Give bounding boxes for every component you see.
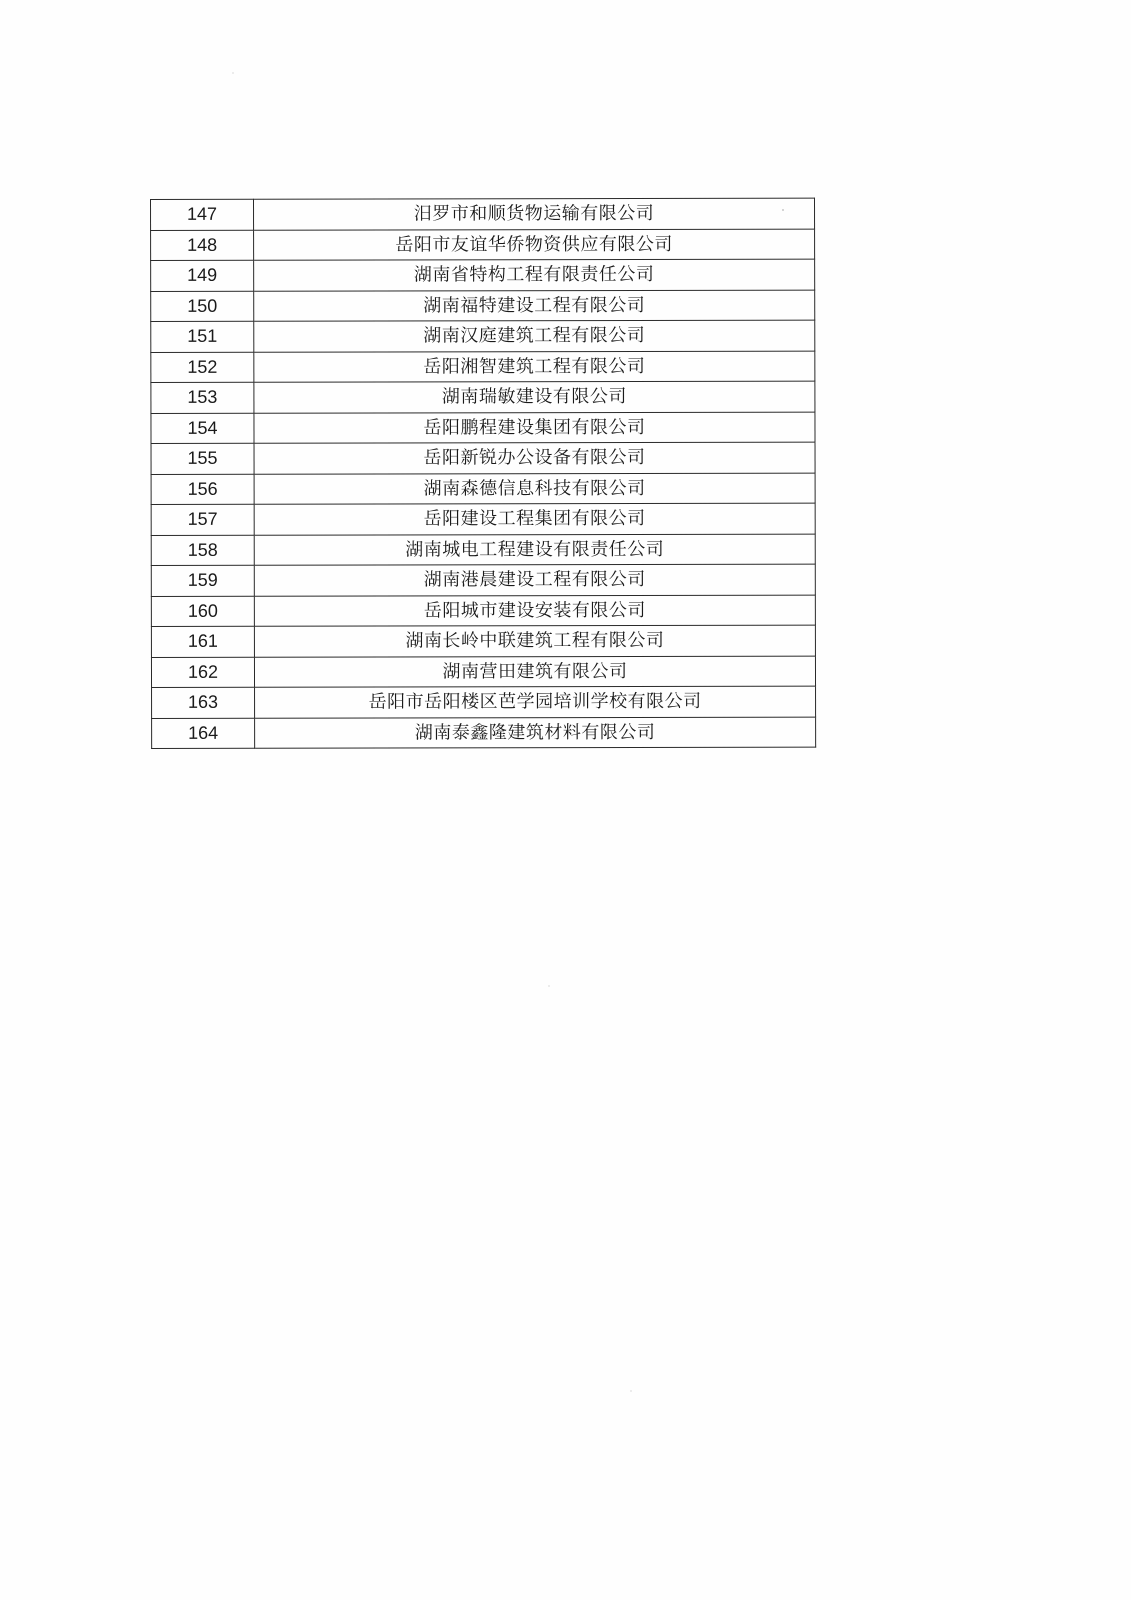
scan-speck (630, 1390, 632, 1392)
table-row (151, 412, 815, 444)
table-row (151, 381, 815, 413)
row-number: 154 (151, 413, 254, 444)
company-name: 湖南森德信息科技有限公司 (254, 473, 815, 505)
table-row (151, 229, 815, 261)
table-row (151, 198, 815, 230)
table-row (151, 259, 815, 291)
company-name: 湖南瑞敏建设有限公司 (254, 381, 815, 413)
row-number: 147 (151, 199, 254, 230)
company-name: 湖南长岭中联建筑工程有限公司 (254, 625, 815, 657)
company-name: 湖南福特建设工程有限公司 (254, 290, 815, 322)
company-name: 岳阳湘智建筑工程有限公司 (254, 351, 815, 383)
table-row (151, 351, 815, 383)
row-number: 162 (151, 657, 254, 688)
company-name: 湖南泰鑫隆建筑材料有限公司 (255, 717, 816, 749)
row-number: 149 (151, 260, 254, 291)
row-number: 163 (152, 687, 255, 718)
company-name: 湖南营田建筑有限公司 (254, 656, 815, 688)
table-row (151, 290, 815, 322)
table-row (151, 564, 815, 596)
company-list-table (150, 198, 816, 749)
company-name: 岳阳新锐办公设备有限公司 (254, 442, 815, 474)
row-number: 161 (151, 626, 254, 657)
row-number: 155 (151, 443, 254, 474)
row-number: 158 (151, 535, 254, 566)
table-row (151, 656, 815, 688)
table-row (151, 534, 815, 566)
table-row (151, 503, 815, 535)
row-number: 157 (151, 504, 254, 535)
company-name: 岳阳城市建设安装有限公司 (254, 595, 815, 627)
company-name: 汨罗市和顺货物运输有限公司 (254, 198, 815, 230)
table-row (152, 686, 816, 718)
company-name: 岳阳鹏程建设集团有限公司 (254, 412, 815, 444)
table-row (151, 625, 815, 657)
row-number: 152 (151, 352, 254, 383)
table-row (151, 473, 815, 505)
scan-speck (232, 72, 234, 74)
row-number: 159 (151, 565, 254, 596)
table-row (151, 442, 815, 474)
row-number: 164 (152, 718, 255, 749)
row-number: 148 (151, 230, 254, 261)
table-row (151, 595, 815, 627)
company-name: 岳阳市岳阳楼区芭学园培训学校有限公司 (255, 686, 816, 718)
company-name: 岳阳市友谊华侨物资供应有限公司 (254, 229, 815, 261)
row-number: 153 (151, 382, 254, 413)
company-name: 湖南省特构工程有限责任公司 (254, 259, 815, 291)
company-name: 湖南港晨建设工程有限公司 (254, 564, 815, 596)
company-name: 湖南汉庭建筑工程有限公司 (254, 320, 815, 352)
table-row (152, 717, 816, 749)
row-number: 151 (151, 321, 254, 352)
row-number: 156 (151, 474, 254, 505)
company-name: 岳阳建设工程集团有限公司 (254, 503, 815, 535)
company-name: 湖南城电工程建设有限责任公司 (254, 534, 815, 566)
table-row (151, 320, 815, 352)
row-number: 160 (151, 596, 254, 627)
row-number: 150 (151, 291, 254, 322)
scan-speck (548, 985, 550, 987)
